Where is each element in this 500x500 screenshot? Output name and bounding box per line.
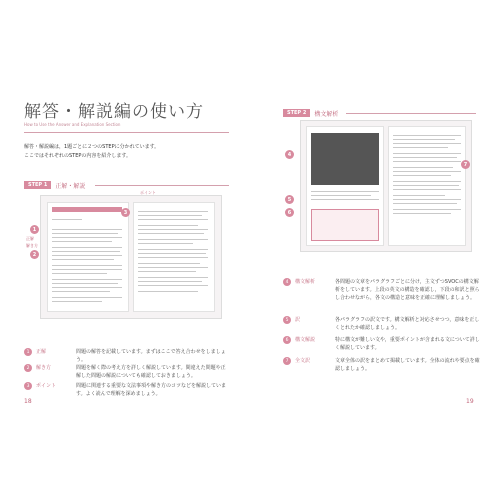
legend-description: 問題の解答を記載しています。まずはここで答え合わせをしましょう。: [76, 349, 226, 363]
title-rule: [24, 132, 229, 133]
sample-page-right: [388, 126, 466, 246]
callout-1: 1: [30, 225, 39, 234]
step2-header: [283, 108, 338, 118]
legend-item-3: [24, 382, 229, 398]
callout-4: 4: [285, 150, 294, 159]
step-rule: [346, 113, 476, 114]
page-title: 解答・解説編の使い方: [24, 102, 204, 122]
legend-description: 文章全体の訳をまとめて掲載しています。全体の流れや要点を確認しましょう。: [335, 358, 480, 372]
legend-item-4: [283, 278, 483, 302]
sample-page-left: [47, 202, 129, 312]
legend-item-7: [283, 357, 483, 373]
legend-term: 構文解析: [295, 279, 316, 285]
legend-term: 訳: [295, 317, 301, 323]
intro-text: [24, 143, 159, 161]
legend-term: 全文訳: [295, 358, 311, 364]
legend-number: 5: [283, 316, 291, 324]
sample-spread-step2: [300, 120, 472, 252]
legend-description: 各問題の文章をパラグラフごとに分け，主文ずつSVOCの構文解析をしています。上段の英文の構造を確認し，下段の和訳と照らし合わせながら，各文の構造と意味を正確に理解しましょう。: [335, 279, 480, 301]
step-badge: STEP 2: [283, 109, 310, 117]
legend-item-5: [283, 316, 483, 332]
legend-number: 1: [24, 348, 32, 356]
callout-3-tag: ポイント: [140, 190, 156, 195]
callout-6: 6: [285, 208, 294, 217]
sample-header-bar: [52, 207, 122, 212]
callout-3: 3: [121, 208, 130, 217]
sample-explanation-box: [311, 209, 379, 241]
page-number-right: 19: [466, 398, 474, 405]
legend-number: 2: [24, 364, 32, 372]
legend-description: 問題を解く際の考え方を詳しく解説しています。間違えた問題や正解した問題の解説についても確認しておきましょう。: [76, 365, 226, 379]
legend-description: 特に構文が難しい文や，重要ポイントが含まれる文について詳しく解説しています。: [335, 337, 480, 351]
callout-5: 5: [285, 195, 294, 204]
legend-description: 問題に関連する重要な文法事項や解き方のコツなどを解説しています。よく読んで理解を深めましょう。: [76, 383, 227, 397]
legend-item-1: [24, 348, 229, 364]
step-label: 構文解析: [314, 110, 339, 118]
legend-item-6: [283, 336, 483, 352]
step-label: 正解・解説: [55, 182, 86, 190]
sample-page-right: [133, 202, 215, 312]
legend-number: 7: [283, 357, 291, 365]
legend-description: 各パラグラフの訳文です。構文解析と対応させつつ，意味を正しくとれたか確認しましょう。: [335, 317, 480, 331]
legend-number: 3: [24, 382, 32, 390]
legend-term: 解き方: [36, 365, 52, 371]
sample-spread-step1: [40, 195, 222, 319]
legend-item-2: [24, 364, 229, 380]
page-number-left: 18: [24, 398, 32, 405]
page-subtitle: How to Use the Answer and Explanation Section: [24, 122, 121, 127]
step-rule: [95, 185, 229, 186]
callout-7: 7: [461, 160, 470, 169]
legend-term: 正解: [36, 349, 47, 355]
sample-page-left: [306, 126, 384, 246]
legend-number: 6: [283, 336, 291, 344]
intro-line: 解答・解説編は，1題ごとに２つのSTEPに分かれています。: [24, 144, 160, 150]
legend-term: 構文解説: [295, 337, 316, 343]
step-badge: STEP 1: [24, 181, 51, 189]
legend-term: ポイント: [36, 383, 57, 389]
step1-header: [24, 180, 85, 190]
sample-analysis-block: [311, 133, 379, 185]
legend-number: 4: [283, 278, 291, 286]
intro-line: ここではそれぞれのSTEPの内容を紹介します。: [24, 153, 132, 159]
callout-2: 2: [30, 250, 39, 259]
callout-1-tag: 正解: [26, 236, 34, 241]
callout-2-tag: 解き方: [26, 243, 38, 248]
